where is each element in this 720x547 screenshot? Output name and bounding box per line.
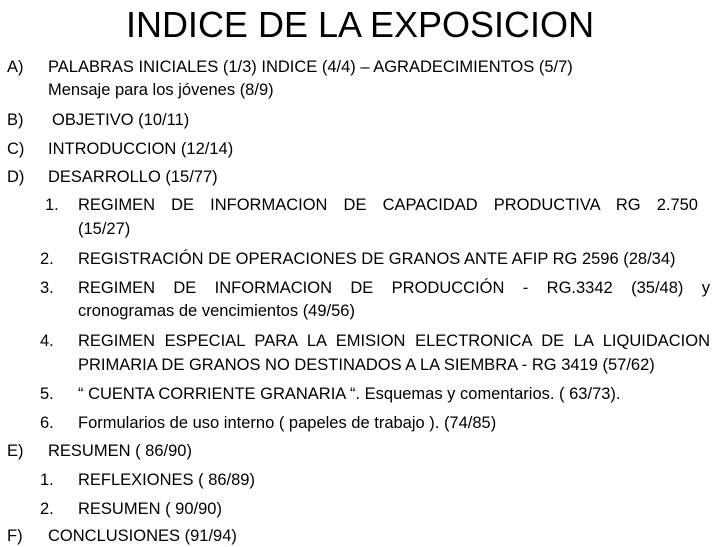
item-d-sub-4-line2: PRIMARIA DE GRANOS NO DESTINADOS A LA SIEMBRA - RG 3419 (57/62) [78,356,655,374]
item-d-sub-6-num: 6. [40,414,54,432]
item-d-sub-1-line2: (15/27) [78,220,131,238]
item-d-sub-2-line1: REGISTRACIÓN DE OPERACIONES DE GRANOS ANTE AFIP RG 2596 (28/34) [78,250,676,268]
item-d-sub-1-num: 1. [45,196,59,214]
item-d-sub-5-line1: “ CUENTA CORRIENTE GRANARIA “. Esquemas y comentarios. ( 63/73). [78,385,621,403]
item-b-text: OBJETIVO (10/11) [52,111,190,129]
item-c-text: INTRODUCCION (12/14) [48,140,234,158]
item-d-sub-5-num: 5. [40,385,54,403]
item-d-sub-4-line1: REGIMEN ESPECIAL PARA LA EMISION ELECTRONICA DE LA LIQUIDACION [78,332,710,350]
item-f-marker: F) [7,527,23,545]
item-d-marker: D) [7,168,25,186]
item-c-marker: C) [7,140,25,158]
item-e-text: RESUMEN ( 86/90) [48,442,192,460]
item-a-marker: A) [7,58,24,76]
item-f-text: CONCLUSIONES (91/94) [48,527,237,545]
item-d-sub-3-num: 3. [40,279,54,297]
item-d-sub-2-num: 2. [40,250,54,268]
item-d-sub-6-line1: Formularios de uso interno ( papeles de trabajo ). (74/85) [78,414,497,432]
item-d-sub-4-num: 4. [40,332,54,350]
item-a-line2: Mensaje para los jóvenes (8/9) [48,81,274,99]
item-b-marker: B) [7,111,24,129]
item-d-text: DESARROLLO (15/77) [48,168,218,186]
item-d-sub-3-line1: REGIMEN DE INFORMACION DE PRODUCCIÓN - RG.3342 (35/48) y [78,279,710,297]
item-e-marker: E) [7,442,24,460]
page-title: INDICE DE LA EXPOSICION [125,4,595,45]
item-a-line1: PALABRAS INICIALES (1/3) INDICE (4/4) – AGRADECIMIENTOS (5/7) [48,58,573,76]
item-e-sub-2-num: 2. [40,500,54,518]
item-d-sub-3-line2: cronogramas de vencimientos (49/56) [78,302,355,320]
item-e-sub-2-line1: RESUMEN ( 90/90) [78,500,222,518]
item-d-sub-1-line1: REGIMEN DE INFORMACION DE CAPACIDAD PRODUCTIVA RG 2.750 [78,196,698,214]
item-e-sub-1-num: 1. [40,471,54,489]
item-e-sub-1-line1: REFLEXIONES ( 86/89) [78,471,255,489]
